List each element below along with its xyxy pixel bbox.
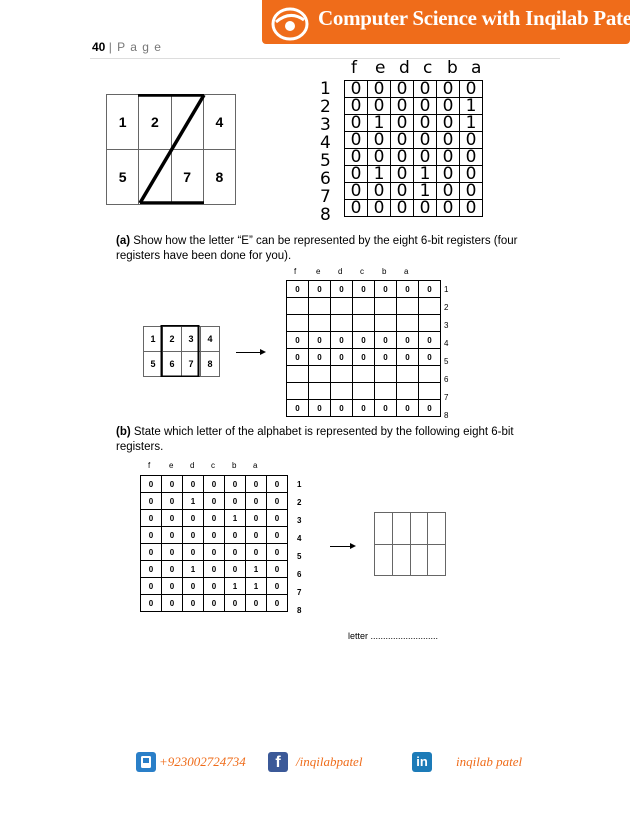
register-bit: 0 [414,149,437,166]
register-bit: 0 [437,132,460,149]
register-bit: 0 [141,476,162,493]
register-bit: 0 [204,510,225,527]
row-label: 7 [444,393,449,402]
segment-cell: 8 [201,352,220,377]
register-bit: 0 [345,200,368,217]
register-bit: 0 [225,595,246,612]
register-bit: 0 [246,527,267,544]
register-bit: 0 [204,493,225,510]
register-bit: 1 [368,115,391,132]
table-row [345,166,483,183]
segment-cell: 5 [144,352,163,377]
register-bit: 0 [162,561,183,578]
row-label: 5 [320,151,331,171]
register-bit: 0 [267,527,288,544]
register-bit[interactable] [353,383,375,400]
register-bit: 0 [267,476,288,493]
segment-cell: 7 [182,352,201,377]
register-bit: 1 [460,98,483,115]
row-label: 3 [444,321,449,330]
register-bit[interactable]: 0 [287,400,309,417]
table-row [345,200,483,217]
register-bit[interactable] [309,315,331,332]
banner-title: Computer Science with Inqilab Patel [318,6,638,30]
register-bit: 0 [162,544,183,561]
segment-cell: 3 [182,327,201,352]
register-bit[interactable]: 0 [353,349,375,366]
table-row [345,149,483,166]
register-bit: 0 [246,476,267,493]
register-bit[interactable] [397,298,419,315]
register-bit: 0 [437,115,460,132]
column-header: e [316,267,321,276]
register-bit: 0 [204,544,225,561]
register-bit[interactable]: 0 [397,281,419,298]
row-label: 2 [444,303,449,312]
register-bit: 0 [141,493,162,510]
register-bit: 0 [414,81,437,98]
register-bit: 1 [225,510,246,527]
register-bit[interactable]: 0 [375,349,397,366]
answer-cell[interactable] [410,513,428,545]
table-row[interactable] [287,332,441,349]
register-bit[interactable] [287,315,309,332]
register-bit[interactable]: 0 [331,332,353,349]
register-bit: 0 [162,595,183,612]
register-bit: 0 [246,595,267,612]
register-bit: 0 [246,544,267,561]
register-bit[interactable] [331,298,353,315]
table-row [141,476,288,493]
register-bit: 0 [437,166,460,183]
register-bit[interactable]: 0 [331,400,353,417]
register-bit[interactable] [397,383,419,400]
column-header: d [190,461,195,470]
answer-cell[interactable] [392,544,410,576]
row-label: 2 [297,498,302,507]
register-bit: 1 [460,115,483,132]
row-label: 6 [320,169,331,189]
register-bit: 0 [391,132,414,149]
register-bit: 0 [437,200,460,217]
register-bit: 0 [225,544,246,561]
segment-e-outline [142,325,222,377]
register-bit: 0 [246,493,267,510]
register-bit: 0 [437,149,460,166]
column-header: f [148,461,151,470]
register-bit[interactable]: 0 [397,400,419,417]
register-bit: 1 [246,561,267,578]
answer-cell[interactable] [375,513,393,545]
answer-cell[interactable] [392,513,410,545]
register-bit: 0 [225,527,246,544]
table-row [141,493,288,510]
register-bit[interactable]: 0 [309,400,331,417]
column-header: f [351,58,357,78]
row-label: 4 [320,133,331,153]
register-bit: 0 [460,81,483,98]
register-bit: 0 [141,527,162,544]
register-bit: 1 [414,183,437,200]
column-header: b [447,58,458,78]
register-bit: 1 [414,166,437,183]
register-bit: 0 [391,166,414,183]
register-bit[interactable] [331,315,353,332]
register-bit: 1 [368,166,391,183]
register-bit: 0 [267,544,288,561]
register-bit[interactable]: 0 [419,281,441,298]
register-bit: 0 [391,81,414,98]
register-bit: 0 [204,578,225,595]
register-bit[interactable] [375,298,397,315]
register-bit[interactable] [353,315,375,332]
register-bit[interactable]: 0 [419,349,441,366]
register-bit[interactable] [309,383,331,400]
register-bit[interactable] [287,298,309,315]
row-label: 1 [320,79,331,99]
footer-linkedin[interactable]: inqilab patel [456,754,523,769]
column-header: e [169,461,174,470]
answer-cell[interactable] [428,544,446,576]
question-b: (b) State which letter of the alphabet is represented by the following eight 6-bit registers. [116,426,514,453]
row-label: 5 [297,552,302,561]
question-a: (a) Show how the letter “E” can be represented by the eight 6-bit registers (four registers have been done for you). [116,235,518,262]
register-bit: 1 [183,493,204,510]
register-bit[interactable] [419,315,441,332]
table-row [345,183,483,200]
register-bit: 0 [368,98,391,115]
register-bit: 1 [225,578,246,595]
row-label: 4 [297,534,302,543]
register-bit[interactable] [397,366,419,383]
register-bit: 0 [225,476,246,493]
register-bit: 0 [204,561,225,578]
register-bit: 0 [437,98,460,115]
register-bit: 0 [345,81,368,98]
column-header: b [232,461,237,470]
register-bit: 0 [391,200,414,217]
register-bit[interactable] [419,298,441,315]
answer-cell[interactable] [410,544,428,576]
table-row [141,578,288,595]
register-bit: 0 [141,595,162,612]
segment-cell: 1 [107,95,139,150]
register-bit: 0 [204,595,225,612]
answer-letter-line[interactable]: letter ........................... [348,631,439,641]
register-bit: 0 [368,183,391,200]
row-label: 8 [444,411,449,420]
table-row [345,132,483,149]
table-row [141,527,288,544]
column-header: a [404,267,409,276]
segment-cell: 7 [171,150,203,205]
register-bit: 0 [460,132,483,149]
register-bit: 0 [437,183,460,200]
column-header: b [382,267,387,276]
register-bit: 0 [391,115,414,132]
register-bit[interactable] [331,366,353,383]
table-row[interactable] [287,349,441,366]
register-bit[interactable] [419,366,441,383]
register-bit: 0 [368,200,391,217]
column-header: f [294,267,297,276]
register-bit[interactable] [353,298,375,315]
register-bit: 0 [414,98,437,115]
register-bit[interactable] [353,366,375,383]
table-row[interactable] [287,366,441,383]
register-bit: 0 [162,510,183,527]
linkedin-icon: in [412,752,432,772]
segment-cell: 2 [163,327,182,352]
register-bit[interactable] [287,383,309,400]
register-bit: 0 [267,561,288,578]
table-row [141,595,288,612]
register-bit: 0 [225,561,246,578]
register-bit: 0 [141,544,162,561]
register-bit: 0 [183,527,204,544]
register-bit[interactable]: 0 [375,400,397,417]
row-label: 8 [297,606,302,615]
column-header: d [338,267,343,276]
answer-cell[interactable] [375,544,393,576]
register-bit: 1 [246,578,267,595]
register-bit: 0 [183,544,204,561]
register-bit[interactable]: 0 [309,332,331,349]
register-bit: 0 [368,149,391,166]
register-bit: 0 [437,81,460,98]
register-bit: 0 [162,493,183,510]
register-bit: 0 [368,81,391,98]
table-row[interactable] [287,298,441,315]
table-row [141,544,288,561]
register-bit: 0 [345,166,368,183]
page-number: 40 | P a g e [92,40,162,54]
segment-cell: 4 [201,327,220,352]
register-bit[interactable] [331,383,353,400]
register-bit[interactable]: 0 [287,332,309,349]
table-row [345,98,483,115]
segment-cell: 6 [163,352,182,377]
register-bit: 0 [391,183,414,200]
column-header: a [471,58,482,78]
register-bit: 0 [141,510,162,527]
row-label: 8 [320,205,331,225]
row-label: 3 [320,115,331,135]
register-bit: 0 [225,493,246,510]
register-bit: 0 [141,561,162,578]
row-label: 1 [297,480,302,489]
table-row [345,115,483,132]
segment-z-lines [106,94,236,204]
table-row[interactable] [287,383,441,400]
register-bit[interactable]: 0 [397,349,419,366]
register-bit: 0 [183,510,204,527]
row-label: 4 [444,339,449,348]
register-bit: 0 [345,98,368,115]
register-bit: 0 [391,149,414,166]
row-label: 3 [297,516,302,525]
register-bit: 0 [267,493,288,510]
banner-logo-icon [268,2,312,42]
register-bit[interactable]: 0 [353,281,375,298]
register-bit[interactable] [309,298,331,315]
register-table-b [140,475,288,612]
register-bit: 0 [246,510,267,527]
register-table-a [286,280,441,417]
row-label: 2 [320,97,331,117]
header-divider [90,58,560,59]
register-bit: 0 [460,166,483,183]
register-bit[interactable] [375,315,397,332]
arrow-b [330,546,354,547]
register-bit: 0 [162,476,183,493]
row-label: 5 [444,357,449,366]
register-bit[interactable]: 0 [353,400,375,417]
register-bit: 0 [414,200,437,217]
row-label: 6 [444,375,449,384]
register-bit: 0 [345,149,368,166]
row-label: 7 [297,588,302,597]
footer-facebook[interactable]: /inqilabpatel [296,754,363,769]
segment-cell: 5 [107,150,139,205]
register-bit: 0 [204,476,225,493]
register-bit: 0 [345,132,368,149]
table-row [345,81,483,98]
register-table-main [344,80,483,217]
column-header: c [211,461,215,470]
register-bit: 0 [414,115,437,132]
segment-cell: 1 [144,327,163,352]
register-bit: 0 [460,183,483,200]
column-header: d [399,58,410,78]
register-bit[interactable] [309,366,331,383]
register-bit: 0 [391,98,414,115]
register-bit: 0 [204,527,225,544]
register-bit[interactable]: 0 [309,281,331,298]
answer-grid[interactable] [374,512,446,576]
column-header: e [375,58,386,78]
register-bit[interactable] [375,366,397,383]
register-bit: 0 [345,115,368,132]
column-header: c [423,58,433,78]
register-bit[interactable] [397,315,419,332]
register-bit[interactable]: 0 [331,281,353,298]
register-bit: 0 [183,595,204,612]
table-row[interactable] [287,315,441,332]
register-bit: 0 [460,149,483,166]
row-label: 6 [297,570,302,579]
register-bit[interactable] [375,383,397,400]
register-bit: 0 [460,200,483,217]
register-bit[interactable]: 0 [375,281,397,298]
register-bit[interactable]: 0 [375,332,397,349]
table-row[interactable] [287,400,441,417]
table-row [141,561,288,578]
register-bit: 0 [368,132,391,149]
answer-cell[interactable] [428,513,446,545]
register-bit[interactable]: 0 [419,400,441,417]
phone-icon [136,752,156,772]
register-bit: 0 [414,132,437,149]
column-header: a [253,461,258,470]
column-header: c [360,267,364,276]
register-bit: 0 [162,527,183,544]
row-label: 1 [444,285,449,294]
register-bit: 1 [183,561,204,578]
register-bit[interactable]: 0 [287,349,309,366]
register-bit[interactable]: 0 [331,349,353,366]
register-bit: 0 [183,578,204,595]
register-bit: 0 [267,595,288,612]
segment-cell: 8 [203,150,235,205]
segment-cell: 2 [139,95,171,150]
table-row[interactable] [287,281,441,298]
facebook-icon: f [268,752,288,772]
register-bit[interactable] [419,383,441,400]
register-bit: 0 [267,510,288,527]
register-bit: 0 [183,476,204,493]
segment-cell: 4 [203,95,235,150]
row-label: 7 [320,187,331,207]
register-bit: 0 [345,183,368,200]
register-bit[interactable]: 0 [397,332,419,349]
register-bit: 0 [162,578,183,595]
table-row [141,510,288,527]
register-bit[interactable]: 0 [353,332,375,349]
segment-display [106,94,236,204]
footer-phone[interactable]: +923002724734 [159,754,246,769]
arrow-a [236,352,264,353]
register-bit: 0 [267,578,288,595]
register-bit[interactable]: 0 [419,332,441,349]
register-bit[interactable]: 0 [287,281,309,298]
register-bit: 0 [141,578,162,595]
register-bit[interactable] [287,366,309,383]
register-bit[interactable]: 0 [309,349,331,366]
